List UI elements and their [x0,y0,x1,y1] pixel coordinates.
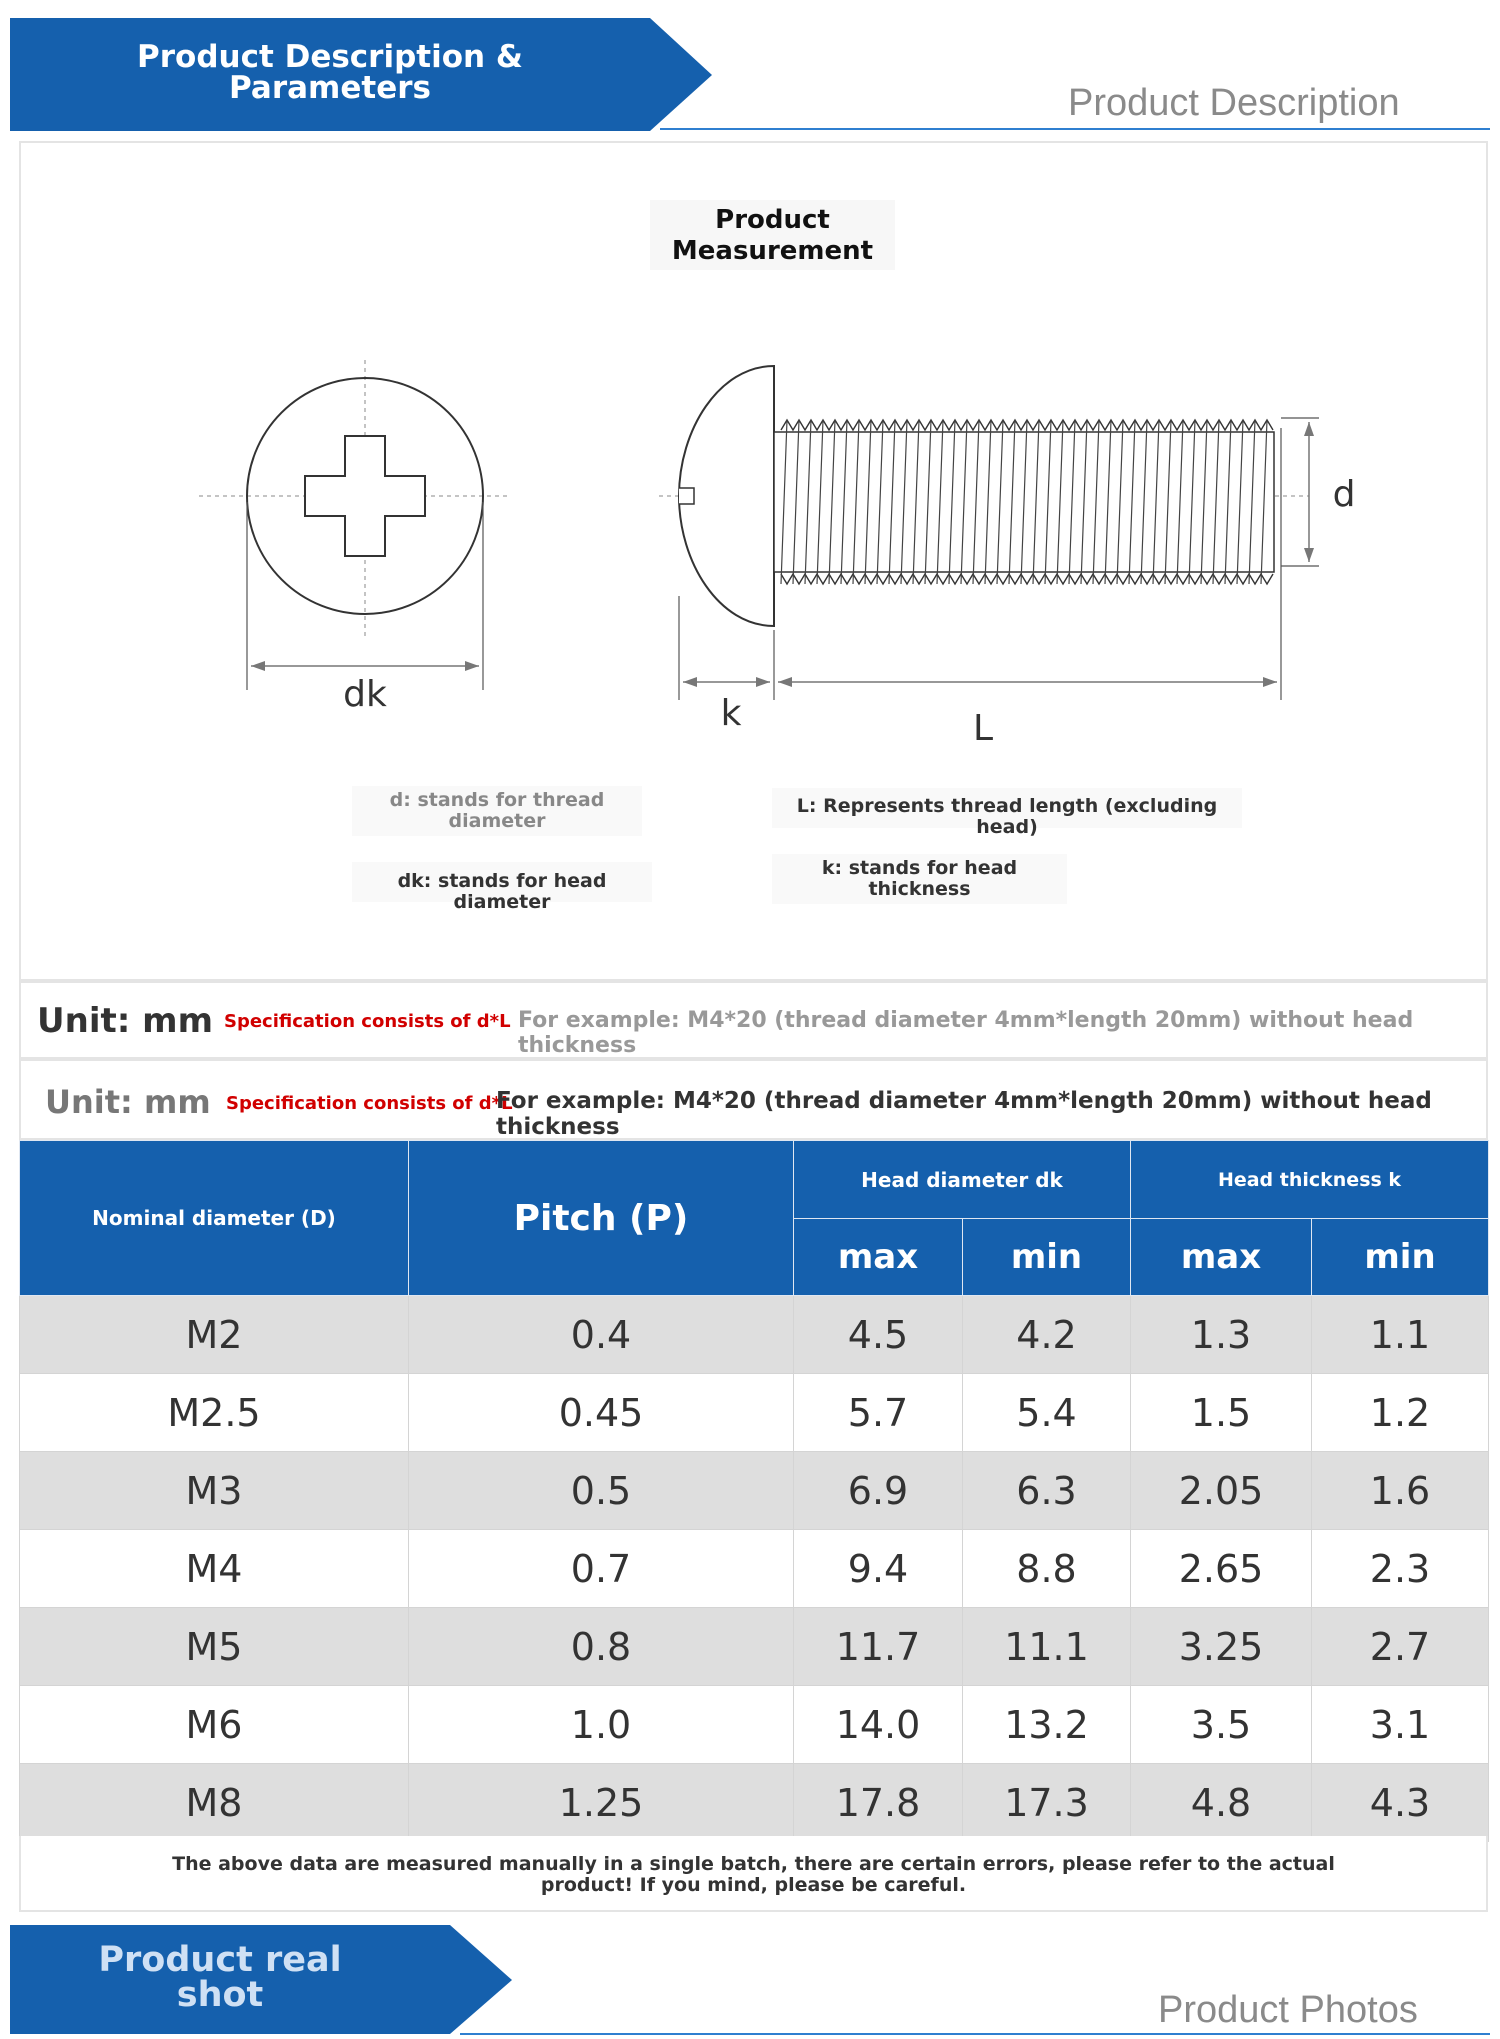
legend-L: L: Represents thread length (excluding head) [772,788,1242,828]
cell-dk-min: 8.8 [963,1530,1131,1608]
screw-head-top-view [199,360,509,715]
cell-k-max: 1.3 [1131,1296,1312,1374]
product-measurement-title [650,200,895,270]
header-head-diameter [794,1141,1131,1219]
header-nominal-text: Nominal diameter (D) [92,1206,336,1230]
cell-pitch: 0.8 [409,1608,794,1686]
cell-k-min: 1.6 [1312,1452,1489,1530]
cell-k-max: 3.5 [1131,1686,1312,1764]
header-k-max: max [1131,1219,1312,1296]
table-row [20,1530,1489,1608]
cell-k-min: 2.3 [1312,1530,1489,1608]
banner-subtitle: Product Description [1068,82,1400,124]
cell-nominal: M2 [20,1296,409,1374]
unit-label: Unit: mm [45,1083,211,1121]
table-row [20,1764,1489,1842]
cell-nominal: M4 [20,1530,409,1608]
cell-dk-min: 17.3 [963,1764,1131,1842]
legend-k: k: stands for head thickness [772,854,1067,904]
cell-dk-min: 4.2 [963,1296,1131,1374]
unit-row-2 [19,1059,1488,1140]
cell-dk-min: 6.3 [963,1452,1131,1530]
banner-underline [460,2033,1490,2035]
cell-k-min: 1.1 [1312,1296,1489,1374]
cell-pitch: 0.7 [409,1530,794,1608]
cell-pitch: 0.4 [409,1296,794,1374]
unit-label: Unit: mm [37,1001,214,1041]
cell-nominal: M2.5 [20,1374,409,1452]
spec-table [19,1140,1489,1842]
table-row [20,1452,1489,1530]
cell-dk-max: 9.4 [794,1530,963,1608]
header-head-thickness [1131,1141,1489,1219]
cell-k-min: 1.2 [1312,1374,1489,1452]
spec-table-body [20,1296,1489,1842]
dim-label-L: L [972,708,994,749]
cell-nominal: M8 [20,1764,409,1842]
header-head-diameter-text: Head diameter dk [861,1167,1063,1192]
example-text: For example: M4*20 (thread diameter 4mm*length 20mm) without head thickness [518,1008,1414,1058]
disclaimer-note [19,1836,1488,1912]
header-pitch-text: Pitch (P) [513,1197,689,1239]
unit-row-1 [19,981,1488,1059]
cell-pitch: 1.0 [409,1686,794,1764]
cell-dk-min: 13.2 [963,1686,1131,1764]
cell-k-max: 3.25 [1131,1608,1312,1686]
header-k-min: min [1312,1219,1489,1296]
banner-title: Product Description & Parameters [137,39,523,106]
cell-k-max: 2.65 [1131,1530,1312,1608]
spec-note: Specification consists of d*L [226,1093,513,1114]
header-pitch [409,1141,794,1296]
cell-k-min: 2.7 [1312,1608,1489,1686]
spec-note: Specification consists of d*L [224,1011,511,1032]
cell-k-max: 2.05 [1131,1452,1312,1530]
footer-banner-subtitle: Product Photos [1158,1989,1418,2031]
header-banner [10,18,1500,136]
cell-k-max: 1.5 [1131,1374,1312,1452]
table-row [20,1374,1489,1452]
dim-label-dk: dk [343,674,387,715]
screw-side-view [659,366,1355,749]
cell-dk-min: 5.4 [963,1374,1131,1452]
cell-dk-max: 11.7 [794,1608,963,1686]
cell-nominal: M5 [20,1608,409,1686]
header-dk-min: min [963,1219,1131,1296]
table-row [20,1608,1489,1686]
footer-banner [10,1925,1500,2039]
table-row [20,1686,1489,1764]
banner-underline [660,128,1490,130]
header-nominal-diameter [20,1141,409,1296]
cell-dk-max: 14.0 [794,1686,963,1764]
legend-d: d: stands for thread diameter [352,786,642,836]
product-measurement-title-text: Product Measurement [671,205,874,266]
cell-nominal: M6 [20,1686,409,1764]
cell-k-max: 4.8 [1131,1764,1312,1842]
cell-k-min: 4.3 [1312,1764,1489,1842]
screw-diagram [19,330,1488,750]
table-row [20,1296,1489,1374]
cell-k-min: 3.1 [1312,1686,1489,1764]
cell-pitch: 1.25 [409,1764,794,1842]
example-text: For example: M4*20 (thread diameter 4mm*length 20mm) without head thickness [496,1088,1432,1140]
cell-dk-max: 17.8 [794,1764,963,1842]
cell-dk-max: 5.7 [794,1374,963,1452]
cell-dk-max: 6.9 [794,1452,963,1530]
cell-pitch: 0.45 [409,1374,794,1452]
cell-dk-max: 4.5 [794,1296,963,1374]
cell-dk-min: 11.1 [963,1608,1131,1686]
header-head-thickness-text: Head thickness k [1217,1168,1402,1191]
legend-dk: dk: stands for head diameter [352,862,652,902]
header-dk-max: max [794,1219,963,1296]
cell-nominal: M3 [20,1452,409,1530]
dim-label-k: k [720,693,742,734]
footer-banner-title: Product real shot [98,1940,342,2015]
dim-label-d: d [1332,474,1356,515]
cell-pitch: 0.5 [409,1452,794,1530]
disclaimer-note-text: The above data are measured manually in a single batch, there are certain errors, please refer to the actual product! If you mind, please be careful. [172,1853,1335,1896]
